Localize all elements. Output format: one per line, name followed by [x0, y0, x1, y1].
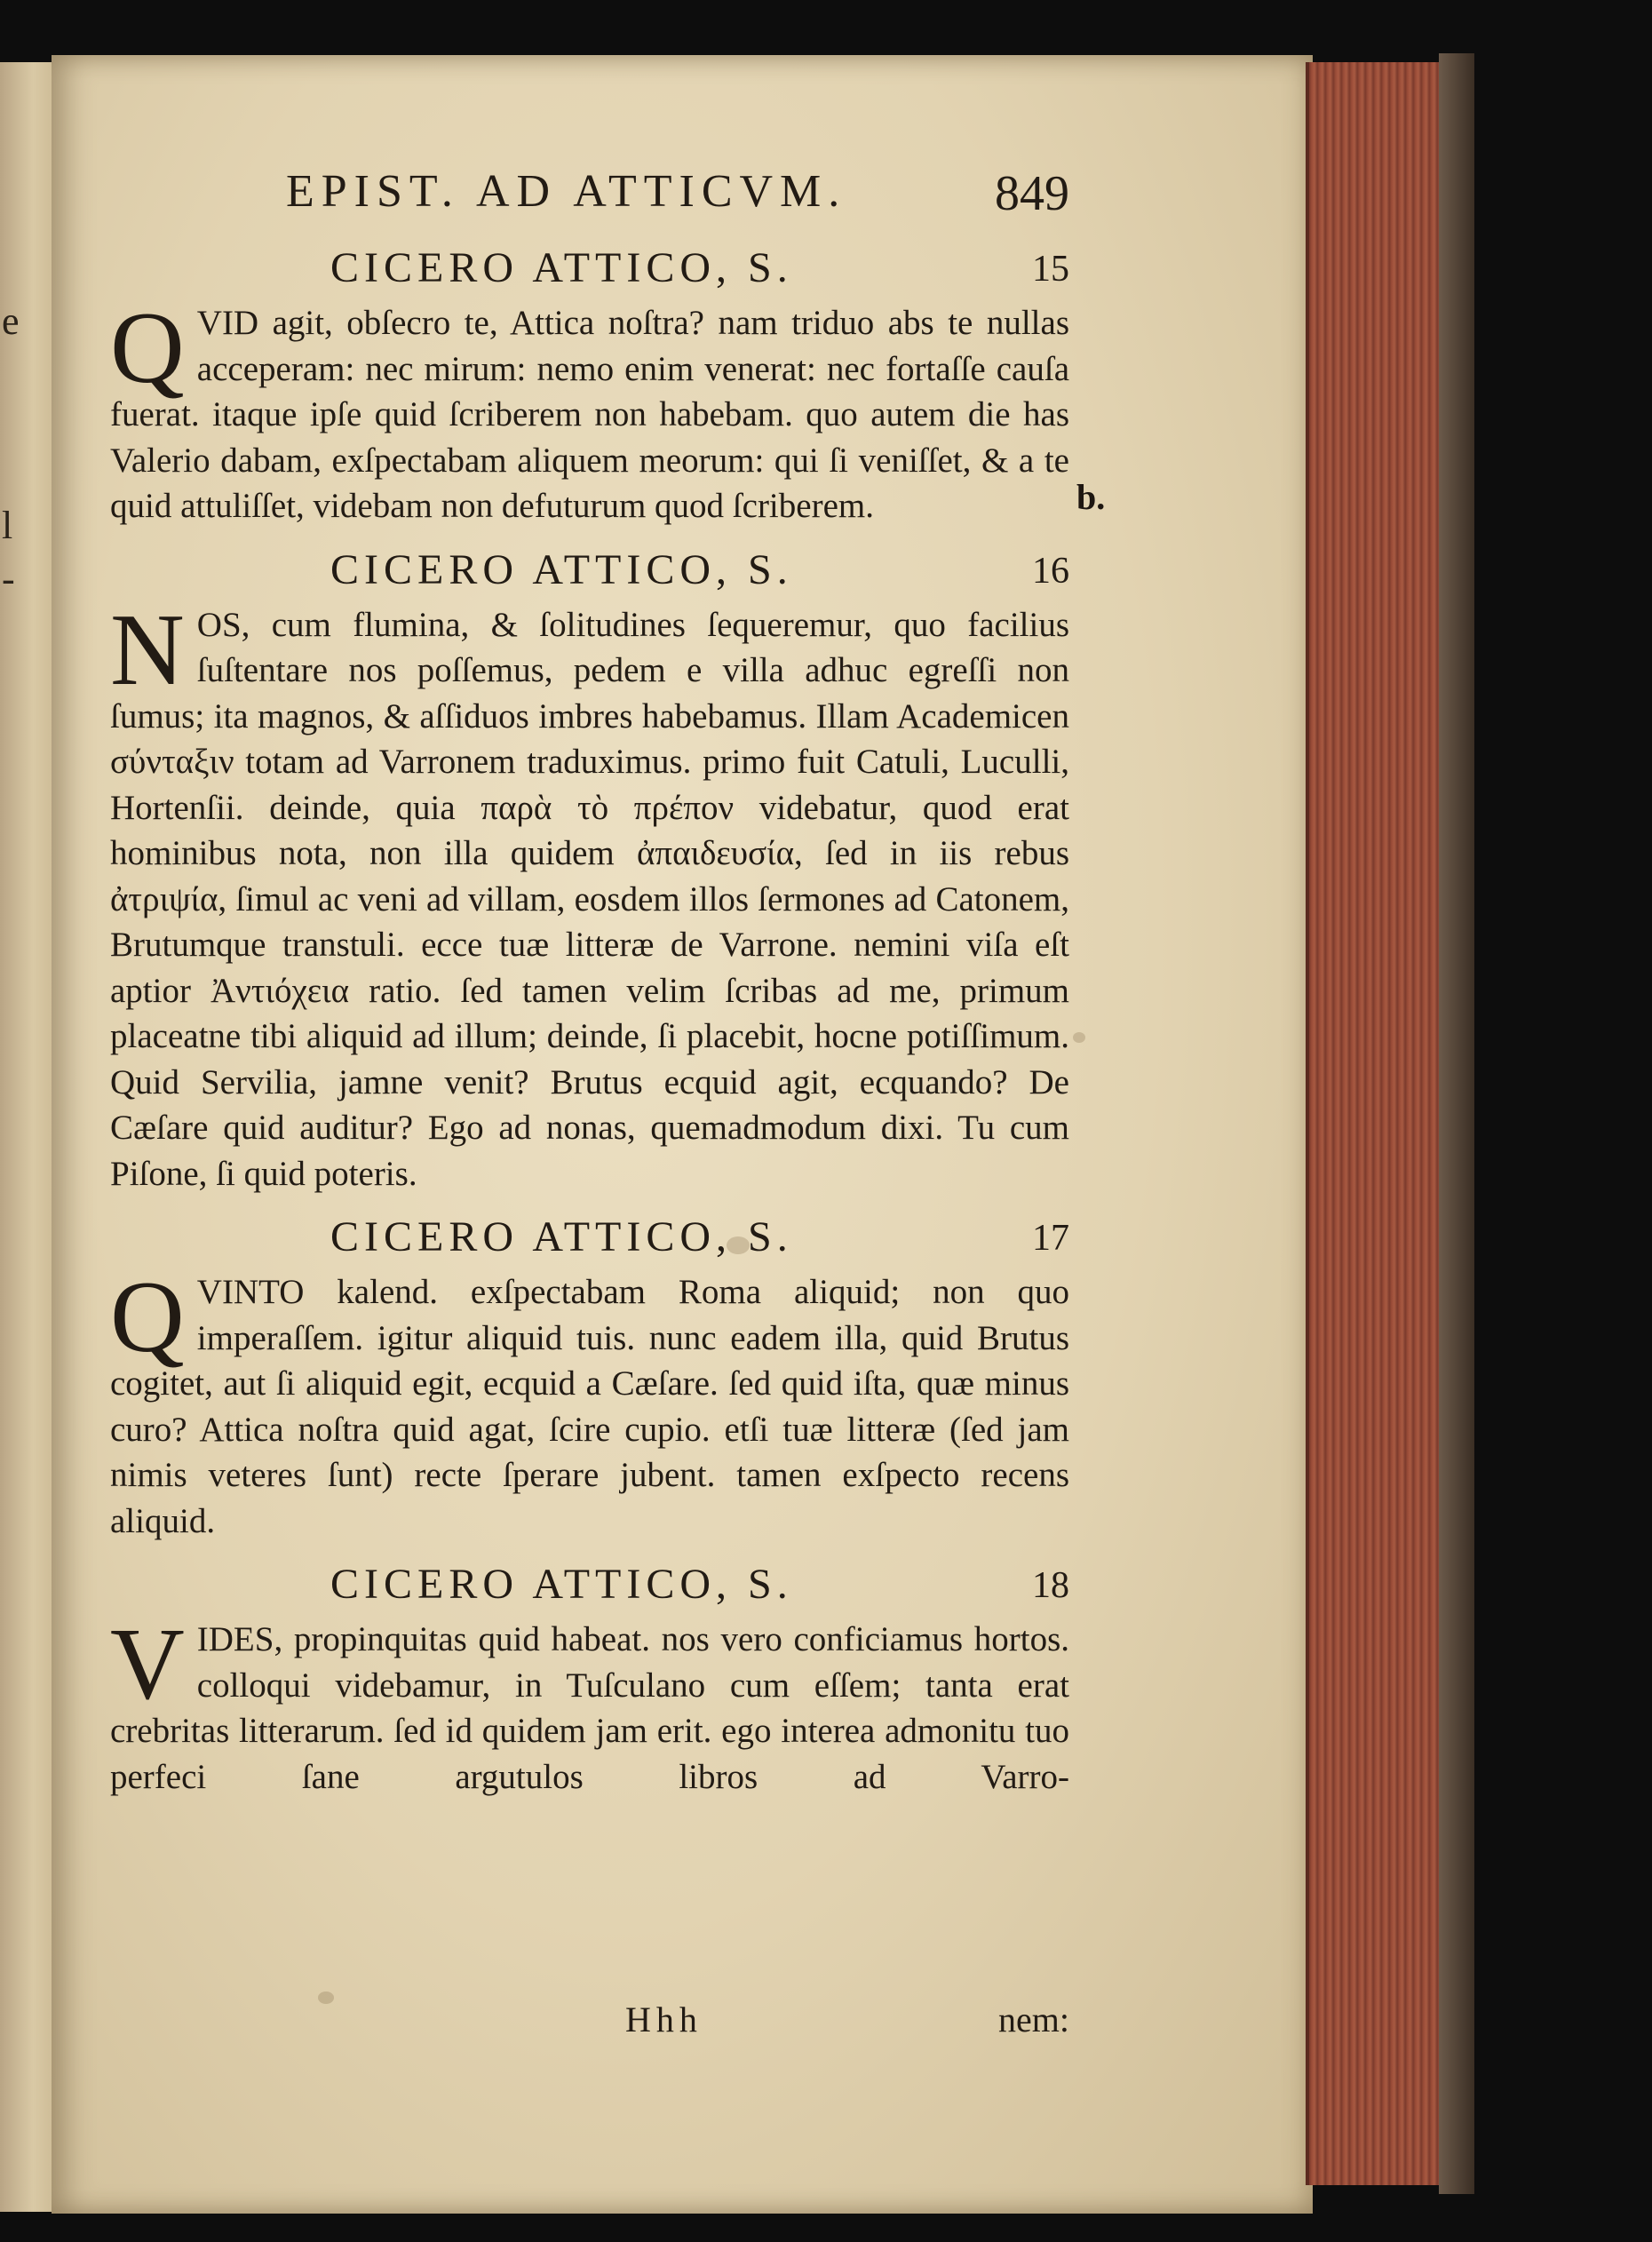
letter-heading [110, 1562, 1069, 1611]
letter-text: VID agit, obſecro te, Attica noſtra? nam triduo abs te nullas acceperam: nec mirum: nemo enim venerat: nec fortaſſe cauſa fuerat. itaque ipſe quid ſcriberem non habebam. quo autem die has Valerio dabam, exſpectabam aliquem meorum: qui ſi veniſſet, & a te quid attuliſſet, videbam non defuturum quod ſcriberem. [110, 304, 1069, 525]
letter-salutation: CICERO ATTICO, S. [330, 1561, 793, 1608]
book-cover-edge [1439, 53, 1474, 2194]
letter-body [110, 1608, 1069, 1800]
letter-salutation: CICERO ATTICO, S. [330, 1213, 793, 1260]
page-number: 849 [995, 166, 1069, 221]
catchword: nem: [998, 2000, 1069, 2039]
foxing-spot [1073, 1032, 1085, 1043]
letter-text: VINTO kalend. exſpectabam Roma aliquid; non quo imperaſſem. igitur aliquid tuis. nunc eadem illa, quid Brutus cogitet, aut ſi aliquid egit, ecquid a Cæſare. ſed quid iſta, quæ minus curo? Attica noſtra quid agat, ſcire cupio. etſi tuæ litteræ (ſed jam nimis veteres ſunt) recte ſperare jubent. tamen exſpecto recens aliquid. [110, 1273, 1069, 1540]
left-page-fragment: l [2, 504, 13, 547]
letter-15 [110, 245, 1069, 529]
letter-text: OS, cum flumina, & ſolitudines ſequeremur, quo facilius ſuſtentare nos poſſemus, pedem e villa adhuc egreſſi non ſumus; ita magnos, & aſſiduos imbres habebamus. Illam Academicen σύνταξιν totam ad Varronem traduximus. primo fuit Catuli, Luculli, Hortenſii. deinde, quia παρὰ τὸ πρέπον videbatur, quod erat hominibus nota, non illa quidem ἀπαιδευσία, ſed in iis rebus ἀτριψία, ſimul ac veni ad villam, eosdem illos ſermones ad Catonem, Brutumque transtuli. ecce tuæ litteræ de Varrone. nemini viſa eſt aptior Ἀντιόχεια ratio. ſed tamen velim ſcribas ad me, primum placeatne tibi aliquid ad illum; deinde, ſi placebit, hocne potiſſimum. Quid Servilia, jamne venit? Brutus ecquid agit, ecquando? De Cæſare quid auditur? Ego ad nonas, quemadmodum dixi. Tu cum Piſone, ſi quid poteris. [110, 605, 1069, 1193]
letter-number: 16 [1032, 550, 1069, 592]
letter-17 [110, 1214, 1069, 1544]
drop-cap: V [110, 1608, 185, 1721]
signature-mark: Hhh [625, 2000, 703, 2039]
running-title: EPIST. AD ATTICVM. [286, 166, 847, 217]
page-footer [110, 1999, 1069, 2052]
left-page-fragment: - [2, 557, 15, 600]
letter-heading [110, 547, 1069, 597]
letters [110, 245, 1069, 1817]
drop-cap: N [110, 592, 185, 707]
page-edges [1306, 62, 1448, 2185]
letter-heading [110, 245, 1069, 295]
margin-note: b. [1076, 477, 1106, 517]
drop-cap: Q [110, 291, 185, 405]
letter-number: 17 [1032, 1218, 1069, 1259]
letter-salutation: CICERO ATTICO, S. [330, 545, 793, 593]
letter-body [110, 291, 1069, 529]
letter-body [110, 592, 1069, 1197]
left-page-fragment: e [2, 299, 20, 343]
letter-16 [110, 547, 1069, 1197]
running-head [110, 166, 1069, 231]
letter-body [110, 1260, 1069, 1544]
letter-heading [110, 1214, 1069, 1264]
letter-text: IDES, propinquitas quid habeat. nos vero conficiamus hortos. colloqui videbamur, in Tuſculano cum eſſem; tanta erat crebritas litterarum. ſed id quidem jam erit. ego interea admonitu tuo perfeci ſane argutulos libros ad Varro- [110, 1620, 1069, 1796]
drop-cap: Q [110, 1260, 185, 1374]
letter-18 [110, 1562, 1069, 1800]
left-page-edge [0, 62, 57, 2212]
letter-number: 15 [1032, 249, 1069, 290]
letter-salutation: CICERO ATTICO, S. [330, 244, 793, 291]
letter-number: 18 [1032, 1565, 1069, 1606]
